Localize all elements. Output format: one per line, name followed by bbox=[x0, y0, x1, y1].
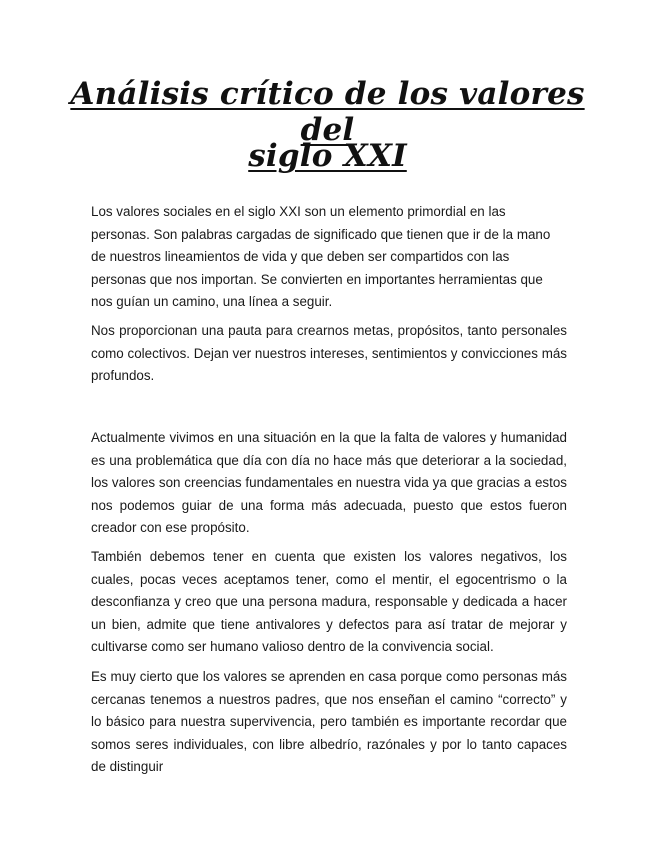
document-title-line-2: siglo XXI bbox=[248, 138, 407, 174]
document-title-line-1: Análisis crítico de los valores del bbox=[70, 76, 585, 148]
paragraph-1: Los valores sociales en el siglo XXI son un elemento primordial en las personas. Son palabras cargadas de significado que tienen que ir de la mano de nuestros lineamientos de vida y que deben ser compartidos con las personas que nos importan. Se convierten en importantes herramientas que nos guían un camino, una línea a seguir. bbox=[91, 204, 551, 310]
paragraph-4: También debemos tener en cuenta que existen los valores negativos, los cuales, pocas veces aceptamos tener, como el mentir, el egocentrismo o la desconfianza y creo que una persona madura, responsable y dedicada a hacer un bien, admite que tiene antivalores y defectos para así tratar de mejorar y cultivarse como ser humano valioso dentro de la convivencia social. bbox=[91, 549, 567, 655]
paragraph-3: Actualmente vivimos en una situación en la que la falta de valores y humanidad es una problemática que día con día no hace más que deteriorar a la sociedad, los valores son creencias fundamentales en nuestra vida ya que gracias a estos nos podemos guiar de una forma más adecuada, puesto que estos fueron creador con ese propósito. bbox=[91, 430, 567, 536]
paragraph-2: Nos proporcionan una pauta para crearnos metas, propósitos, tanto personales como colectivos. Dejan ver nuestros intereses, sentimientos y convicciones más profundos. bbox=[91, 323, 567, 384]
paragraph-5: Es muy cierto que los valores se aprenden en casa porque como personas más cercanas tenemos a nuestros padres, que nos enseñan el camino “correcto” y lo básico para nuestra supervivencia, pero también es importante recordar que somos seres individuales, con libre albedrío, razónales y por lo tanto capaces de distinguir bbox=[91, 669, 567, 775]
